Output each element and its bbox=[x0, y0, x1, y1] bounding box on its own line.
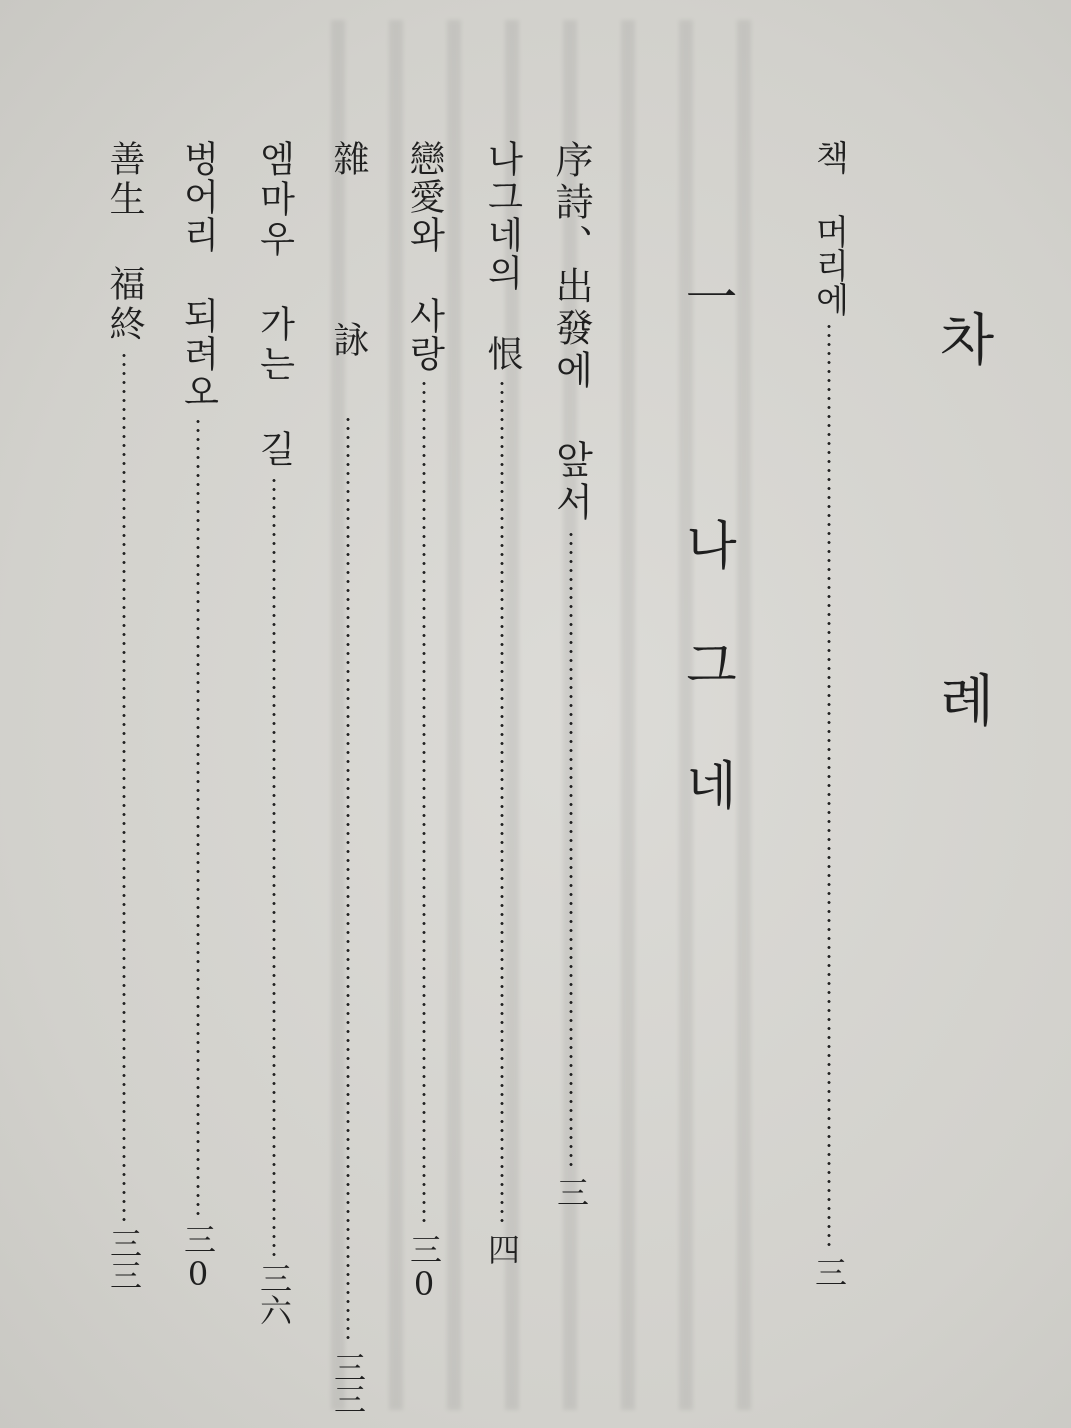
dot-leader bbox=[827, 322, 831, 1250]
dot-leader bbox=[569, 530, 573, 1170]
page-title: 차 례 bbox=[930, 310, 995, 847]
toc-entry[interactable] bbox=[809, 140, 849, 1288]
toc-entry[interactable] bbox=[549, 140, 593, 1208]
dot-leader bbox=[272, 476, 276, 1256]
toc-entry-page: 三三 bbox=[105, 1227, 143, 1291]
dot-leader bbox=[500, 379, 504, 1227]
toc-entry-page: 四 bbox=[483, 1233, 521, 1265]
toc-entry-page: 三 bbox=[552, 1176, 590, 1208]
dot-leader bbox=[196, 417, 200, 1217]
toc-entry-title: 나그네의 恨 bbox=[482, 140, 523, 373]
toc-entry-title: 戀愛와 사랑 bbox=[404, 140, 445, 373]
toc-entry-title: 善生 福終 bbox=[104, 140, 145, 345]
dot-leader bbox=[422, 379, 426, 1227]
toc-entry-page: 三0 bbox=[405, 1233, 443, 1303]
toc-entry-page: 三三 bbox=[329, 1351, 367, 1415]
toc-entry-title: 雜 詠 bbox=[328, 140, 369, 409]
toc-entry-title: 책 머리에 bbox=[809, 140, 849, 316]
toc-entry-page: 三0 bbox=[179, 1223, 217, 1293]
toc-entry-title: 序詩、出發에 앞서 bbox=[549, 140, 593, 524]
toc-entry[interactable] bbox=[482, 140, 523, 1265]
toc-entry-page: 三六 bbox=[255, 1262, 293, 1326]
dot-leader bbox=[346, 415, 350, 1345]
toc-entry-title: 벙어리 되려오 bbox=[178, 140, 219, 411]
dot-leader bbox=[122, 351, 126, 1221]
toc-entry-page: 三 bbox=[810, 1256, 848, 1288]
toc-entry[interactable] bbox=[404, 140, 445, 1303]
toc-entry[interactable] bbox=[178, 140, 219, 1293]
toc-entry[interactable] bbox=[254, 140, 295, 1326]
part-heading: 一 나그네 bbox=[676, 270, 736, 878]
toc-entry-title: 엠마우 가는 길 bbox=[254, 140, 295, 470]
toc-entry[interactable] bbox=[104, 140, 145, 1291]
toc-entry[interactable] bbox=[328, 140, 369, 1415]
